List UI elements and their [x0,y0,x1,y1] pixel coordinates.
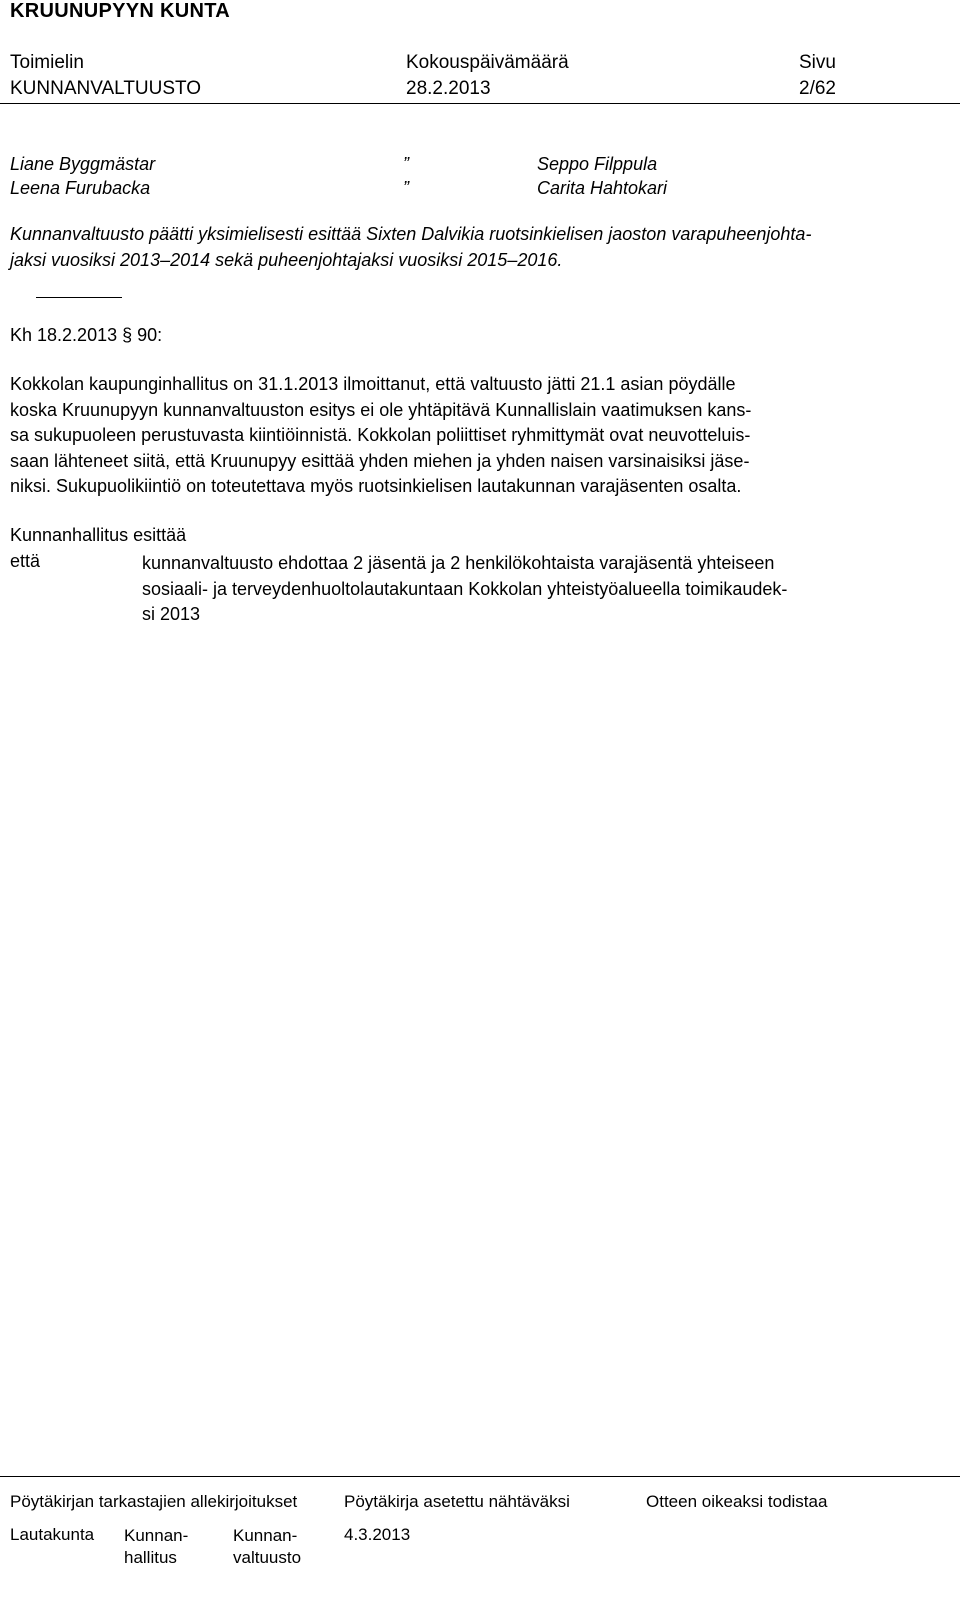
organization-name: KRUUNUPYYN KUNTA [10,0,230,22]
proposal-line: si 2013 [142,604,201,625]
kh-reference: Kh 18.2.2013 § 90: [10,325,163,345]
proposal-text [142,551,942,628]
proposal-heading: Kunnanhallitus esittää [10,525,187,545]
footer-posted-date: 4.3.2013 [344,1525,411,1544]
body-value: KUNNANVALTUUSTO [10,78,202,99]
ditto-mark-2: ” [403,178,409,198]
body-label: Toimielin [10,52,84,73]
proposal-line: kunnanvaltuusto ehdottaa 2 jäsentä ja 2 henkilökohtaista varajäsentä yhteiseen [142,553,775,573]
body-line: niksi. Sukupuolikiintiö on toteutettava myös ruotsinkielisen lautakunnan varajäsenten osalta. [10,476,742,497]
person-right-1: Seppo Filppula [537,154,658,174]
page-number: 2/62 [799,78,836,99]
footer-signatures-label: Pöytäkirjan tarkastajien allekirjoitukset [10,1492,298,1511]
footer-certified-label: Otteen oikeaksi todistaa [646,1492,828,1511]
decision-paragraph [10,222,954,273]
footer-board-label: Lautakunta [10,1525,95,1544]
decision-line: jaksi vuosiksi 2013–2014 sekä puheenjohtajaksi vuosiksi 2015–2016. [10,249,563,270]
decision-line: Kunnanvaltuusto päätti yksimielisesti esittää Sixten Dalvikia ruotsinkielisen jaoston varapuheenjohta- [10,224,812,244]
proposal-line: sosiaali- ja terveydenhuoltolautakuntaan Kokkolan yhteistyöalueella toimikaudek- [142,578,788,599]
person-left-1: Liane Byggmästar [10,154,156,174]
page-label: Sivu [799,52,836,73]
header-divider [0,103,960,104]
footer-municipal-council-line2: valtuusto [233,1548,302,1567]
section-divider [36,297,122,298]
body-line: saan lähteneet siitä, että Kruunupyy esittää yhden miehen ja yhden naisen varsinaisiksi jäse- [10,450,750,471]
footer-municipal-board-line2: hallitus [124,1548,177,1567]
footer-posted-label: Pöytäkirja asetettu nähtäväksi [344,1492,570,1511]
footer-municipal-board-line1: Kunnan- [124,1526,189,1545]
proposal-label: että [10,551,41,571]
meeting-date-label: Kokouspäivämäärä [406,52,569,73]
body-paragraph [10,372,954,500]
footer-municipal-board [124,1525,188,1569]
footer-municipal-council [233,1525,301,1569]
meeting-date-value: 28.2.2013 [406,78,491,99]
body-line: Kokkolan kaupunginhallitus on 31.1.2013 ilmoittanut, että valtuusto jätti 21.1 asian pöydälle [10,374,736,394]
footer-municipal-council-line1: Kunnan- [233,1526,298,1545]
person-left-2: Leena Furubacka [10,178,151,198]
footer-divider [0,1476,960,1477]
person-right-2: Carita Hahtokari [537,178,668,198]
body-line: koska Kruunupyyn kunnanvaltuuston esitys ei ole yhtäpitävä Kunnallislain vaatimuksen kans- [10,399,752,420]
ditto-mark-1: ” [403,154,409,174]
body-line: sa sukupuoleen perustuvasta kiintiöinnistä. Kokkolan poliittiset ryhmittymät ovat neuvotteluis- [10,425,751,446]
